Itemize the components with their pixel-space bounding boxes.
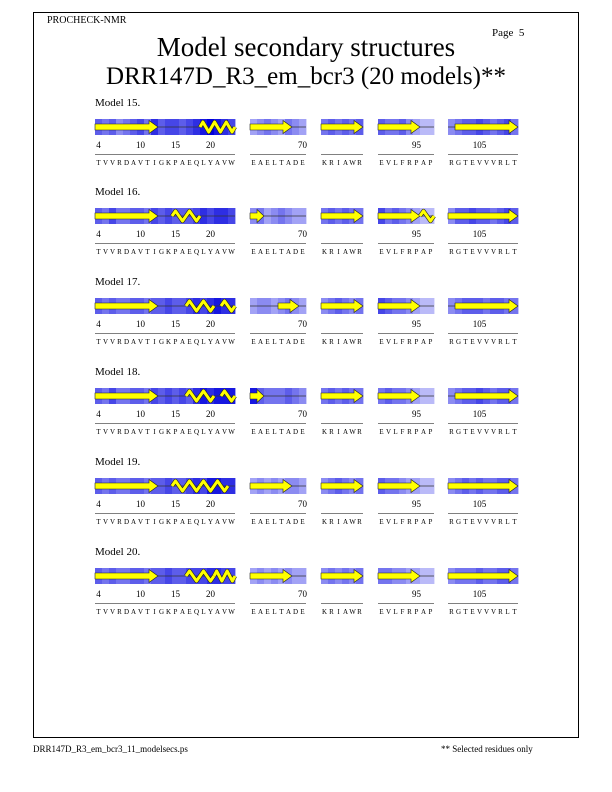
structure-segment <box>250 478 306 494</box>
residue-number-tick: 10 <box>136 409 145 419</box>
sequence-rule <box>250 243 306 244</box>
residue-number-tick: 20 <box>206 589 215 599</box>
sequence-rule <box>95 513 235 514</box>
sequence-rule <box>95 243 235 244</box>
structure-segment <box>95 208 235 224</box>
residue-number-tick: 105 <box>472 589 487 599</box>
structure-segment <box>448 568 518 584</box>
sequence-rule <box>448 603 518 604</box>
sequence-rule <box>250 423 306 424</box>
structure-segment <box>448 388 518 404</box>
structure-plot <box>95 208 235 224</box>
structure-segment <box>448 208 518 224</box>
structure-segment <box>250 388 306 404</box>
structure-segment <box>250 208 306 224</box>
residue-sequence: R G T E V V V R L T <box>449 159 517 167</box>
model-label: Model 16. <box>95 186 141 198</box>
sequence-rule <box>321 154 363 155</box>
sequence-rule <box>321 603 363 604</box>
model-row <box>0 276 612 356</box>
residue-sequence: E V L F R P A P <box>379 518 433 526</box>
structure-segment <box>321 298 363 314</box>
residue-number-tick: 10 <box>136 229 145 239</box>
sequence-rule <box>250 603 306 604</box>
model-row <box>0 546 612 626</box>
structure-segment <box>321 568 363 584</box>
structure-segment <box>321 388 363 404</box>
structure-plot <box>321 478 363 494</box>
model-label: Model 18. <box>95 366 141 378</box>
sequence-rule <box>95 154 235 155</box>
residue-number-tick: 95 <box>412 229 421 239</box>
residue-number-tick: 20 <box>206 229 215 239</box>
residue-number-tick: 4 <box>96 499 101 509</box>
structure-plot <box>321 298 363 314</box>
residue-number-tick: 10 <box>136 140 145 150</box>
structure-segment <box>448 478 518 494</box>
structure-plot <box>95 478 235 494</box>
page-number-value: 5 <box>518 27 525 39</box>
structure-segment <box>378 298 434 314</box>
structure-plot <box>321 568 363 584</box>
residue-sequence: T V V R D A V T I G K P A E Q L Y A V W <box>96 608 235 616</box>
footer-filename: DRR147D_R3_em_bcr3_11_modelsecs.ps <box>33 744 188 754</box>
sequence-rule <box>378 333 434 334</box>
structure-plot <box>448 478 518 494</box>
residue-sequence: E V L F R P A P <box>379 159 433 167</box>
sequence-rule <box>250 513 306 514</box>
residue-number-tick: 15 <box>171 319 180 329</box>
residue-number-tick: 15 <box>171 229 180 239</box>
model-label: Model 19. <box>95 456 141 468</box>
sequence-rule <box>378 513 434 514</box>
sequence-rule <box>321 333 363 334</box>
structure-segment <box>321 119 363 135</box>
sequence-rule <box>321 423 363 424</box>
residue-sequence: T V V R D A V T I G K P A E Q L Y A V W <box>96 518 235 526</box>
structure-segment <box>378 208 434 224</box>
residue-number-tick: 105 <box>472 499 487 509</box>
structure-segment <box>448 298 518 314</box>
structure-segment <box>95 478 235 494</box>
structure-plot <box>95 298 235 314</box>
model-row <box>0 456 612 536</box>
structure-plot <box>321 208 363 224</box>
residue-sequence: E A E L T A D E <box>251 428 305 436</box>
sequence-rule <box>378 603 434 604</box>
residue-number-tick: 70 <box>298 319 307 329</box>
residue-number-tick: 10 <box>136 499 145 509</box>
model-label: Model 15. <box>95 97 141 109</box>
residue-number-tick: 95 <box>412 319 421 329</box>
page-subtitle: DRR147D_R3_em_bcr3 (20 models)** <box>106 63 506 90</box>
structure-plot <box>321 388 363 404</box>
sequence-rule <box>378 154 434 155</box>
structure-segment <box>250 568 306 584</box>
residue-sequence: K R I A W R <box>321 338 362 346</box>
structure-segment <box>378 568 434 584</box>
residue-number-tick: 105 <box>472 319 487 329</box>
structure-plot <box>378 568 434 584</box>
structure-plot <box>378 208 434 224</box>
residue-sequence: K R I A W R <box>321 518 362 526</box>
structure-plot <box>378 388 434 404</box>
residue-number-tick: 95 <box>412 499 421 509</box>
structure-plot <box>250 478 306 494</box>
structure-plot <box>95 388 235 404</box>
structure-plot <box>378 298 434 314</box>
structure-plot <box>448 388 518 404</box>
structure-plot <box>250 298 306 314</box>
model-row <box>0 186 612 266</box>
residue-number-tick: 15 <box>171 589 180 599</box>
structure-plot <box>378 478 434 494</box>
residue-sequence: K R I A W R <box>321 159 362 167</box>
structure-plot <box>321 119 363 135</box>
residue-number-tick: 10 <box>136 589 145 599</box>
structure-segment <box>95 388 235 404</box>
residue-number-tick: 70 <box>298 140 307 150</box>
structure-plot <box>250 568 306 584</box>
sequence-rule <box>448 423 518 424</box>
residue-sequence: T V V R D A V T I G K P A E Q L Y A V W <box>96 248 235 256</box>
sequence-rule <box>448 243 518 244</box>
residue-number-tick: 4 <box>96 319 101 329</box>
residue-sequence: K R I A W R <box>321 608 362 616</box>
residue-sequence: R G T E V V V R L T <box>449 338 517 346</box>
residue-sequence: T V V R D A V T I G K P A E Q L Y A V W <box>96 338 235 346</box>
residue-number-tick: 70 <box>298 499 307 509</box>
sequence-rule <box>250 154 306 155</box>
residue-sequence: E A E L T A D E <box>251 159 305 167</box>
residue-number-tick: 95 <box>412 140 421 150</box>
structure-segment <box>250 298 306 314</box>
residue-number-tick: 70 <box>298 229 307 239</box>
structure-segment <box>95 568 235 584</box>
residue-number-tick: 15 <box>171 140 180 150</box>
residue-sequence: E V L F R P A P <box>379 338 433 346</box>
residue-number-tick: 20 <box>206 319 215 329</box>
structure-segment <box>95 119 235 135</box>
residue-number-tick: 105 <box>472 409 487 419</box>
structure-plot <box>378 119 434 135</box>
residue-sequence: R G T E V V V R L T <box>449 608 517 616</box>
residue-number-tick: 95 <box>412 589 421 599</box>
structure-plot <box>250 208 306 224</box>
sequence-rule <box>321 243 363 244</box>
residue-sequence: E A E L T A D E <box>251 608 305 616</box>
structure-segment <box>321 208 363 224</box>
residue-sequence: T V V R D A V T I G K P A E Q L Y A V W <box>96 159 235 167</box>
structure-segment <box>95 298 235 314</box>
sequence-rule <box>378 243 434 244</box>
structure-segment <box>378 119 434 135</box>
model-label: Model 17. <box>95 276 141 288</box>
residue-number-tick: 20 <box>206 499 215 509</box>
sequence-rule <box>95 423 235 424</box>
residue-sequence: R G T E V V V R L T <box>449 428 517 436</box>
residue-sequence: E A E L T A D E <box>251 338 305 346</box>
structure-plot <box>250 388 306 404</box>
residue-sequence: K R I A W R <box>321 248 362 256</box>
residue-sequence: R G T E V V V R L T <box>449 248 517 256</box>
page-label-text: Page <box>492 27 514 39</box>
residue-number-tick: 15 <box>171 499 180 509</box>
sequence-rule <box>448 513 518 514</box>
sequence-rule <box>378 423 434 424</box>
residue-sequence: E V L F R P A P <box>379 428 433 436</box>
residue-number-tick: 105 <box>472 229 487 239</box>
structure-plot <box>448 298 518 314</box>
residue-number-tick: 70 <box>298 589 307 599</box>
sequence-rule <box>448 154 518 155</box>
structure-segment <box>250 119 306 135</box>
model-label: Model 20. <box>95 546 141 558</box>
structure-segment <box>321 478 363 494</box>
residue-number-tick: 4 <box>96 140 101 150</box>
structure-segment <box>378 388 434 404</box>
structure-plot <box>95 568 235 584</box>
structure-plot <box>250 119 306 135</box>
residue-sequence: E A E L T A D E <box>251 518 305 526</box>
residue-number-tick: 4 <box>96 229 101 239</box>
residue-sequence: E V L F R P A P <box>379 248 433 256</box>
residue-number-tick: 20 <box>206 409 215 419</box>
page-title: Model secondary structures <box>156 32 456 62</box>
residue-number-tick: 95 <box>412 409 421 419</box>
sequence-rule <box>250 333 306 334</box>
structure-plot <box>448 119 518 135</box>
program-name: PROCHECK-NMR <box>47 15 127 26</box>
structure-plot <box>448 208 518 224</box>
residue-number-tick: 10 <box>136 319 145 329</box>
sequence-rule <box>95 333 235 334</box>
residue-number-tick: 20 <box>206 140 215 150</box>
residue-number-tick: 70 <box>298 409 307 419</box>
residue-sequence: R G T E V V V R L T <box>449 518 517 526</box>
residue-sequence: K R I A W R <box>321 428 362 436</box>
footer-note: ** Selected residues only <box>441 744 533 754</box>
residue-sequence: E A E L T A D E <box>251 248 305 256</box>
model-row <box>0 366 612 446</box>
sequence-rule <box>448 333 518 334</box>
structure-segment <box>448 119 518 135</box>
structure-segment <box>378 478 434 494</box>
model-row <box>0 97 612 177</box>
residue-number-tick: 105 <box>472 140 487 150</box>
residue-number-tick: 4 <box>96 409 101 419</box>
sequence-rule <box>321 513 363 514</box>
structure-plot <box>448 568 518 584</box>
sequence-rule <box>95 603 235 604</box>
structure-plot <box>95 119 235 135</box>
residue-sequence: T V V R D A V T I G K P A E Q L Y A V W <box>96 428 235 436</box>
residue-sequence: E V L F R P A P <box>379 608 433 616</box>
residue-number-tick: 4 <box>96 589 101 599</box>
residue-number-tick: 15 <box>171 409 180 419</box>
